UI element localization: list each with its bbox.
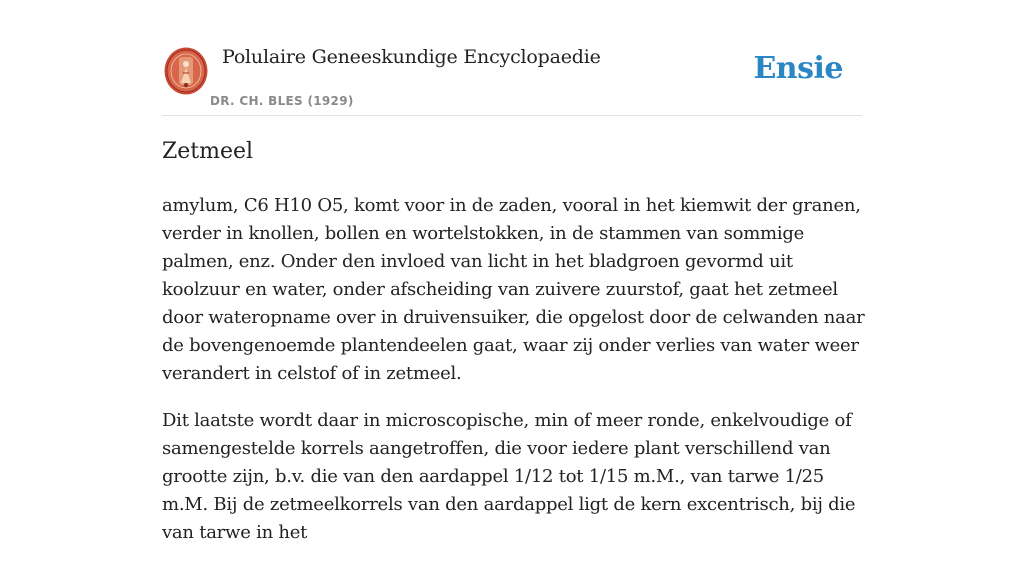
entry-title: Zetmeel: [162, 139, 254, 164]
book-cover-icon[interactable]: [164, 47, 208, 95]
book-title[interactable]: Polulaire Geneeskundige Encyclopaedie: [222, 46, 601, 68]
entry-content: [162, 192, 868, 566]
paragraph: Dit laatste wordt daar in microscopische, min of meer ronde, enkelvoudige of samengestelde korrels aangetroffen, die voor iedere plant verschillend van grootte zijn, b.v. die van den aardappel 1/12 tot 1/15 m.M., van tarwe 1/25 m.M. Bij de zetmeelkorrels van den aardappel ligt de kern excentrisch, bij die van tarwe in het: [162, 410, 856, 543]
book-author: DR. CH. BLES (1929): [210, 94, 354, 108]
site-header: [162, 40, 862, 116]
paragraph: amylum, C6 H10 O5, komt voor in de zaden, vooral in het kiemwit der granen, verder in knollen, bollen en wortelstokken, in de stammen van sommige palmen, enz. Onder den invloed van licht in het bladgroen gevormd uit koolzuur en water, onder afscheiding van zuivere zuurstof, gaat het zetmeel door wateropname over in druivensuiker, die opgelost door de celwanden naar de bovengenoemde plantendeelen gaat, waar zij onder verlies van water weer verandert in celstof of in zetmeel.: [162, 195, 865, 384]
ensie-logo[interactable]: Ensie: [753, 51, 843, 86]
